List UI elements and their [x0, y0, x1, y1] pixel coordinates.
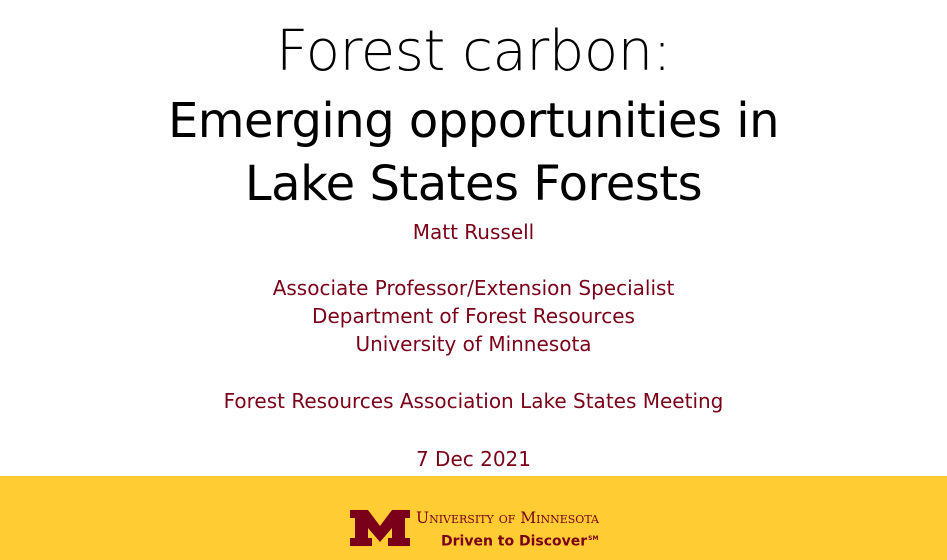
tagline: Driven to Discover℠	[441, 533, 599, 550]
block-m-logo-icon	[350, 510, 410, 546]
slide-subtitle-line1: Emerging opportunities in	[167, 93, 780, 149]
slide-title: Forest carbon:	[276, 19, 671, 84]
presenter-university: University of Minnesota	[355, 332, 592, 356]
service-mark: SM	[588, 535, 599, 542]
presenter-department: Department of Forest Resources	[312, 304, 635, 328]
presenter-name: Matt Russell	[412, 220, 535, 244]
presentation-date: 7 Dec 2021	[415, 447, 532, 471]
slide-subtitle-line2: Lake States Forests	[244, 156, 703, 212]
footer-banner	[0, 476, 947, 560]
event-name: Forest Resources Association Lake States Meeting	[223, 389, 724, 413]
university-wordmark: University of Minnesota	[416, 509, 600, 527]
presenter-position: Associate Professor/Extension Specialist	[272, 276, 675, 300]
